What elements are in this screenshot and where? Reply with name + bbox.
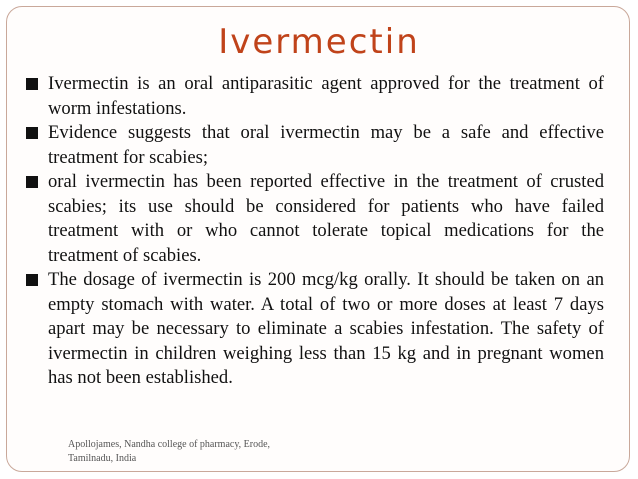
footer-line-1: Apollojames, Nandha college of pharmacy, Erode,: [68, 439, 271, 450]
bullet-item-evidence: [24, 121, 604, 170]
square-bullet-icon: [26, 274, 38, 286]
bullet-item-approval: [24, 72, 604, 121]
bullet-item-crusted-scabies: [24, 170, 604, 268]
slide-title: Ivermectin: [218, 22, 420, 62]
bullet-text: The dosage of ivermectin is 200 mcg/kg orally. It should be taken on an empty stomach with water. A total of two or more doses at least 7 days apart may be necessary to eliminate a scabies infestation. The safety of ivermectin in children weighing less than 15 kg and in pregnant women has not been established.: [48, 269, 604, 388]
bullet-text: Evidence suggests that oral ivermectin may be a safe and effective treatment for scabies;: [48, 122, 604, 168]
bullet-text: Ivermectin is an oral antiparasitic agent approved for the treatment of worm infestations.: [48, 73, 604, 119]
bullet-list: [24, 72, 604, 391]
footer-line-2: Tamilnadu, India: [68, 453, 137, 464]
bullet-text: oral ivermectin has been reported effective in the treatment of crusted scabies; its use should be considered for patients who have failed treatment with or who cannot tolerate topical medications for the treatment of scabies.: [48, 171, 604, 266]
slide-footer: [68, 438, 328, 466]
square-bullet-icon: [26, 176, 38, 188]
bullet-item-dosage: [24, 268, 604, 391]
square-bullet-icon: [26, 127, 38, 139]
square-bullet-icon: [26, 78, 38, 90]
